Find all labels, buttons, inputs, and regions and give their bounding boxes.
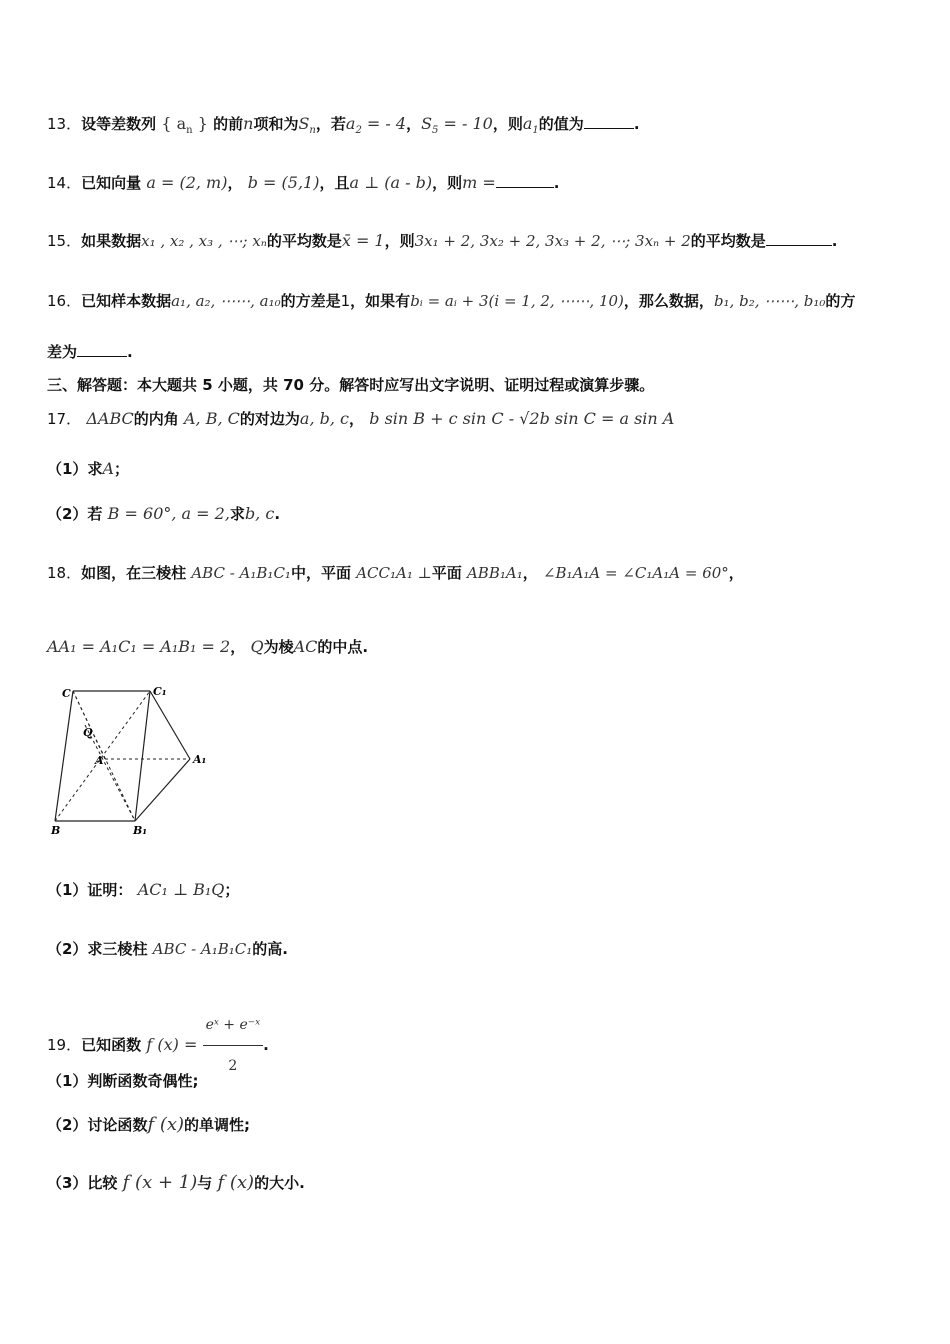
math-vector-b: b = (5,1) — [247, 173, 320, 192]
label-Q: Q — [83, 726, 93, 739]
text: 为棱 — [263, 638, 294, 656]
text: 差为 — [47, 343, 78, 361]
math-Sn: $S_n$ — [298, 114, 316, 137]
math-a2: $a_2$ = - 4 — [345, 114, 407, 137]
edge-C-A — [73, 691, 105, 759]
math-triangle: ΔABC — [86, 409, 134, 428]
math-perp: AC₁ ⊥ B₁Q — [137, 880, 225, 899]
text: 的内角 — [133, 410, 179, 428]
math-plane2: ABB₁A₁ — [466, 564, 523, 582]
text: 的值为 — [538, 115, 584, 133]
text: ， — [522, 564, 538, 582]
math-m: m = — [462, 173, 496, 192]
text: ，且 — [319, 174, 350, 192]
text: ，则 — [492, 115, 523, 133]
text: 的高. — [252, 940, 288, 958]
question-17 — [47, 408, 674, 430]
question-number: 16． — [47, 292, 82, 310]
text: 已知向量 — [81, 174, 142, 192]
math-sequence: { $a_n$ } — [161, 114, 208, 137]
label-C: C — [62, 687, 71, 700]
text: ， — [227, 174, 243, 192]
text: 如果数据 — [81, 232, 142, 250]
math-plane1: ACC₁A₁ ⊥ — [356, 564, 432, 582]
q18-part-1 — [47, 879, 239, 901]
text: 设等差数列 — [81, 115, 157, 133]
question-13 — [47, 113, 640, 142]
math-f: f (x) = — [146, 1035, 198, 1054]
text: . — [127, 343, 133, 361]
math-Q: Q — [250, 637, 264, 656]
text: . — [831, 232, 838, 250]
text: （2）若 — [47, 505, 103, 523]
text: 的对边为 — [239, 410, 300, 428]
label-A1: A₁ — [193, 753, 207, 766]
text: （3）比较 — [47, 1174, 118, 1192]
text: . — [274, 505, 281, 523]
text: 与 — [197, 1174, 213, 1192]
text: ， — [230, 638, 246, 656]
label-A: A — [95, 754, 104, 767]
text: 的单调性; — [184, 1116, 251, 1134]
text: 平面 — [431, 564, 462, 582]
answer-blank[interactable] — [496, 173, 554, 188]
math-S5: $S_5$ = - 10 — [421, 114, 493, 137]
text: （1）求 — [47, 460, 103, 478]
math-n: n — [243, 114, 254, 133]
text: ， — [406, 115, 422, 133]
fraction-denominator: 2 — [228, 1058, 238, 1074]
answer-blank[interactable] — [584, 114, 634, 129]
text: 的方 — [825, 292, 856, 310]
question-number: 19． — [47, 1036, 82, 1054]
text: 的平均数是 — [266, 232, 342, 250]
text: 的方差是 — [280, 292, 341, 310]
text: （2）求三棱柱 — [47, 940, 148, 958]
text: ； — [114, 460, 130, 478]
math-data: a₁, a₂, ⋯⋯, a₁₀ — [171, 292, 281, 310]
text: ，若 — [315, 115, 346, 133]
math-condition: B = 60°, a = 2, — [107, 504, 230, 523]
answer-blank[interactable] — [77, 342, 127, 357]
question-number: 17． — [47, 410, 82, 428]
edge-Q-B1 — [85, 725, 135, 821]
q19-part-1: （1）判断函数奇偶性; — [47, 1072, 199, 1090]
text: ，那么数据， — [623, 292, 714, 310]
edge-C1-A1 — [150, 691, 190, 759]
math-sides: a, b, c — [299, 409, 349, 428]
text: 已知函数 — [81, 1036, 142, 1054]
math-fx: f (x) — [147, 1114, 185, 1135]
text: . — [263, 1036, 269, 1054]
math-prism: ABC - A₁B₁C₁ — [191, 564, 291, 582]
text: 的大小. — [254, 1174, 305, 1192]
math-fx: f (x) — [217, 1172, 255, 1193]
prism-figure — [45, 683, 215, 838]
math-expr: 3x₁ + 2, 3x₂ + 2, 3x₃ + 2, ⋯; 3xₙ + 2 — [414, 232, 691, 250]
text: 的平均数是 — [690, 232, 766, 250]
math-variance: 1 — [340, 292, 351, 310]
q19-part-2 — [47, 1114, 250, 1136]
text: ， — [728, 564, 744, 582]
question-14 — [47, 172, 559, 194]
question-15 — [47, 230, 838, 252]
math-mean: x̄ = 1 — [341, 231, 385, 250]
text: 求 — [229, 505, 245, 523]
text: 的中点. — [317, 638, 369, 656]
math-bc: b, c — [244, 504, 275, 523]
math-relation: bᵢ = aᵢ + 3(i = 1, 2, ⋯⋯, 10) — [410, 292, 624, 310]
question-number: 14． — [47, 174, 82, 192]
question-number: 18． — [47, 564, 82, 582]
label-B: B — [51, 824, 61, 837]
text: ，如果有 — [350, 292, 411, 310]
math-equation: b sin B + c sin C - √2b sin C = a sin A — [369, 409, 675, 428]
text: 的前 — [213, 115, 244, 133]
text: （1）证明： — [47, 881, 133, 899]
question-number: 15． — [47, 232, 82, 250]
section-heading: 三、解答题：本大题共 5 小题，共 70 分。解答时应写出文字说明、证明过程或演算步骤。 — [47, 376, 655, 394]
text: 中，平面 — [290, 564, 351, 582]
text: 项和为 — [253, 115, 299, 133]
math-fraction — [203, 1005, 264, 1086]
math-bdata: b₁, b₂, ⋯⋯, b₁₀ — [713, 292, 826, 310]
q18-part-2 — [47, 938, 288, 960]
question-18-cont — [47, 636, 368, 658]
text: 如图，在三棱柱 — [81, 564, 187, 582]
q17-part-2 — [47, 503, 280, 525]
edge-C1-B1 — [135, 691, 150, 821]
text: ， — [349, 410, 365, 428]
question-16-cont — [47, 341, 133, 363]
math-vector-a: a = (2, m) — [146, 173, 228, 192]
q17-part-1 — [47, 458, 129, 480]
text: ； — [224, 881, 240, 899]
math-AC: AC — [293, 637, 318, 656]
edge-C-B — [55, 691, 73, 821]
math-angles: A, B, C — [183, 409, 240, 428]
text: （2）讨论函数 — [47, 1116, 148, 1134]
math-lengths: AA₁ = A₁C₁ = A₁B₁ = 2 — [47, 637, 231, 656]
text: . — [633, 115, 640, 133]
fraction-numerator: eˣ + e⁻ˣ — [203, 1005, 264, 1046]
math-A: A — [102, 459, 114, 478]
math-perp: a ⊥ (a - b) — [349, 173, 433, 192]
edge-B1-A1 — [135, 759, 190, 821]
math-a1: $a_1$ — [522, 114, 539, 137]
math-prism: ABC - A₁B₁C₁ — [152, 940, 253, 958]
label-B1: B₁ — [133, 824, 148, 837]
label-C1: C₁ — [153, 685, 167, 698]
text: ，则 — [384, 232, 415, 250]
q19-part-3 — [47, 1172, 305, 1194]
answer-blank[interactable] — [766, 231, 832, 246]
question-number: 13． — [47, 115, 82, 133]
math-angles: ∠B₁A₁A = ∠C₁A₁A = 60° — [542, 564, 729, 582]
math-fx1: f (x + 1) — [122, 1172, 198, 1193]
question-16 — [47, 290, 855, 312]
question-18 — [47, 562, 744, 584]
text: ，则 — [432, 174, 463, 192]
math-data: x₁ , x₂ , x₃ , ⋯; xₙ — [141, 232, 267, 250]
text: 已知样本数据 — [81, 292, 172, 310]
text: . — [553, 174, 560, 192]
